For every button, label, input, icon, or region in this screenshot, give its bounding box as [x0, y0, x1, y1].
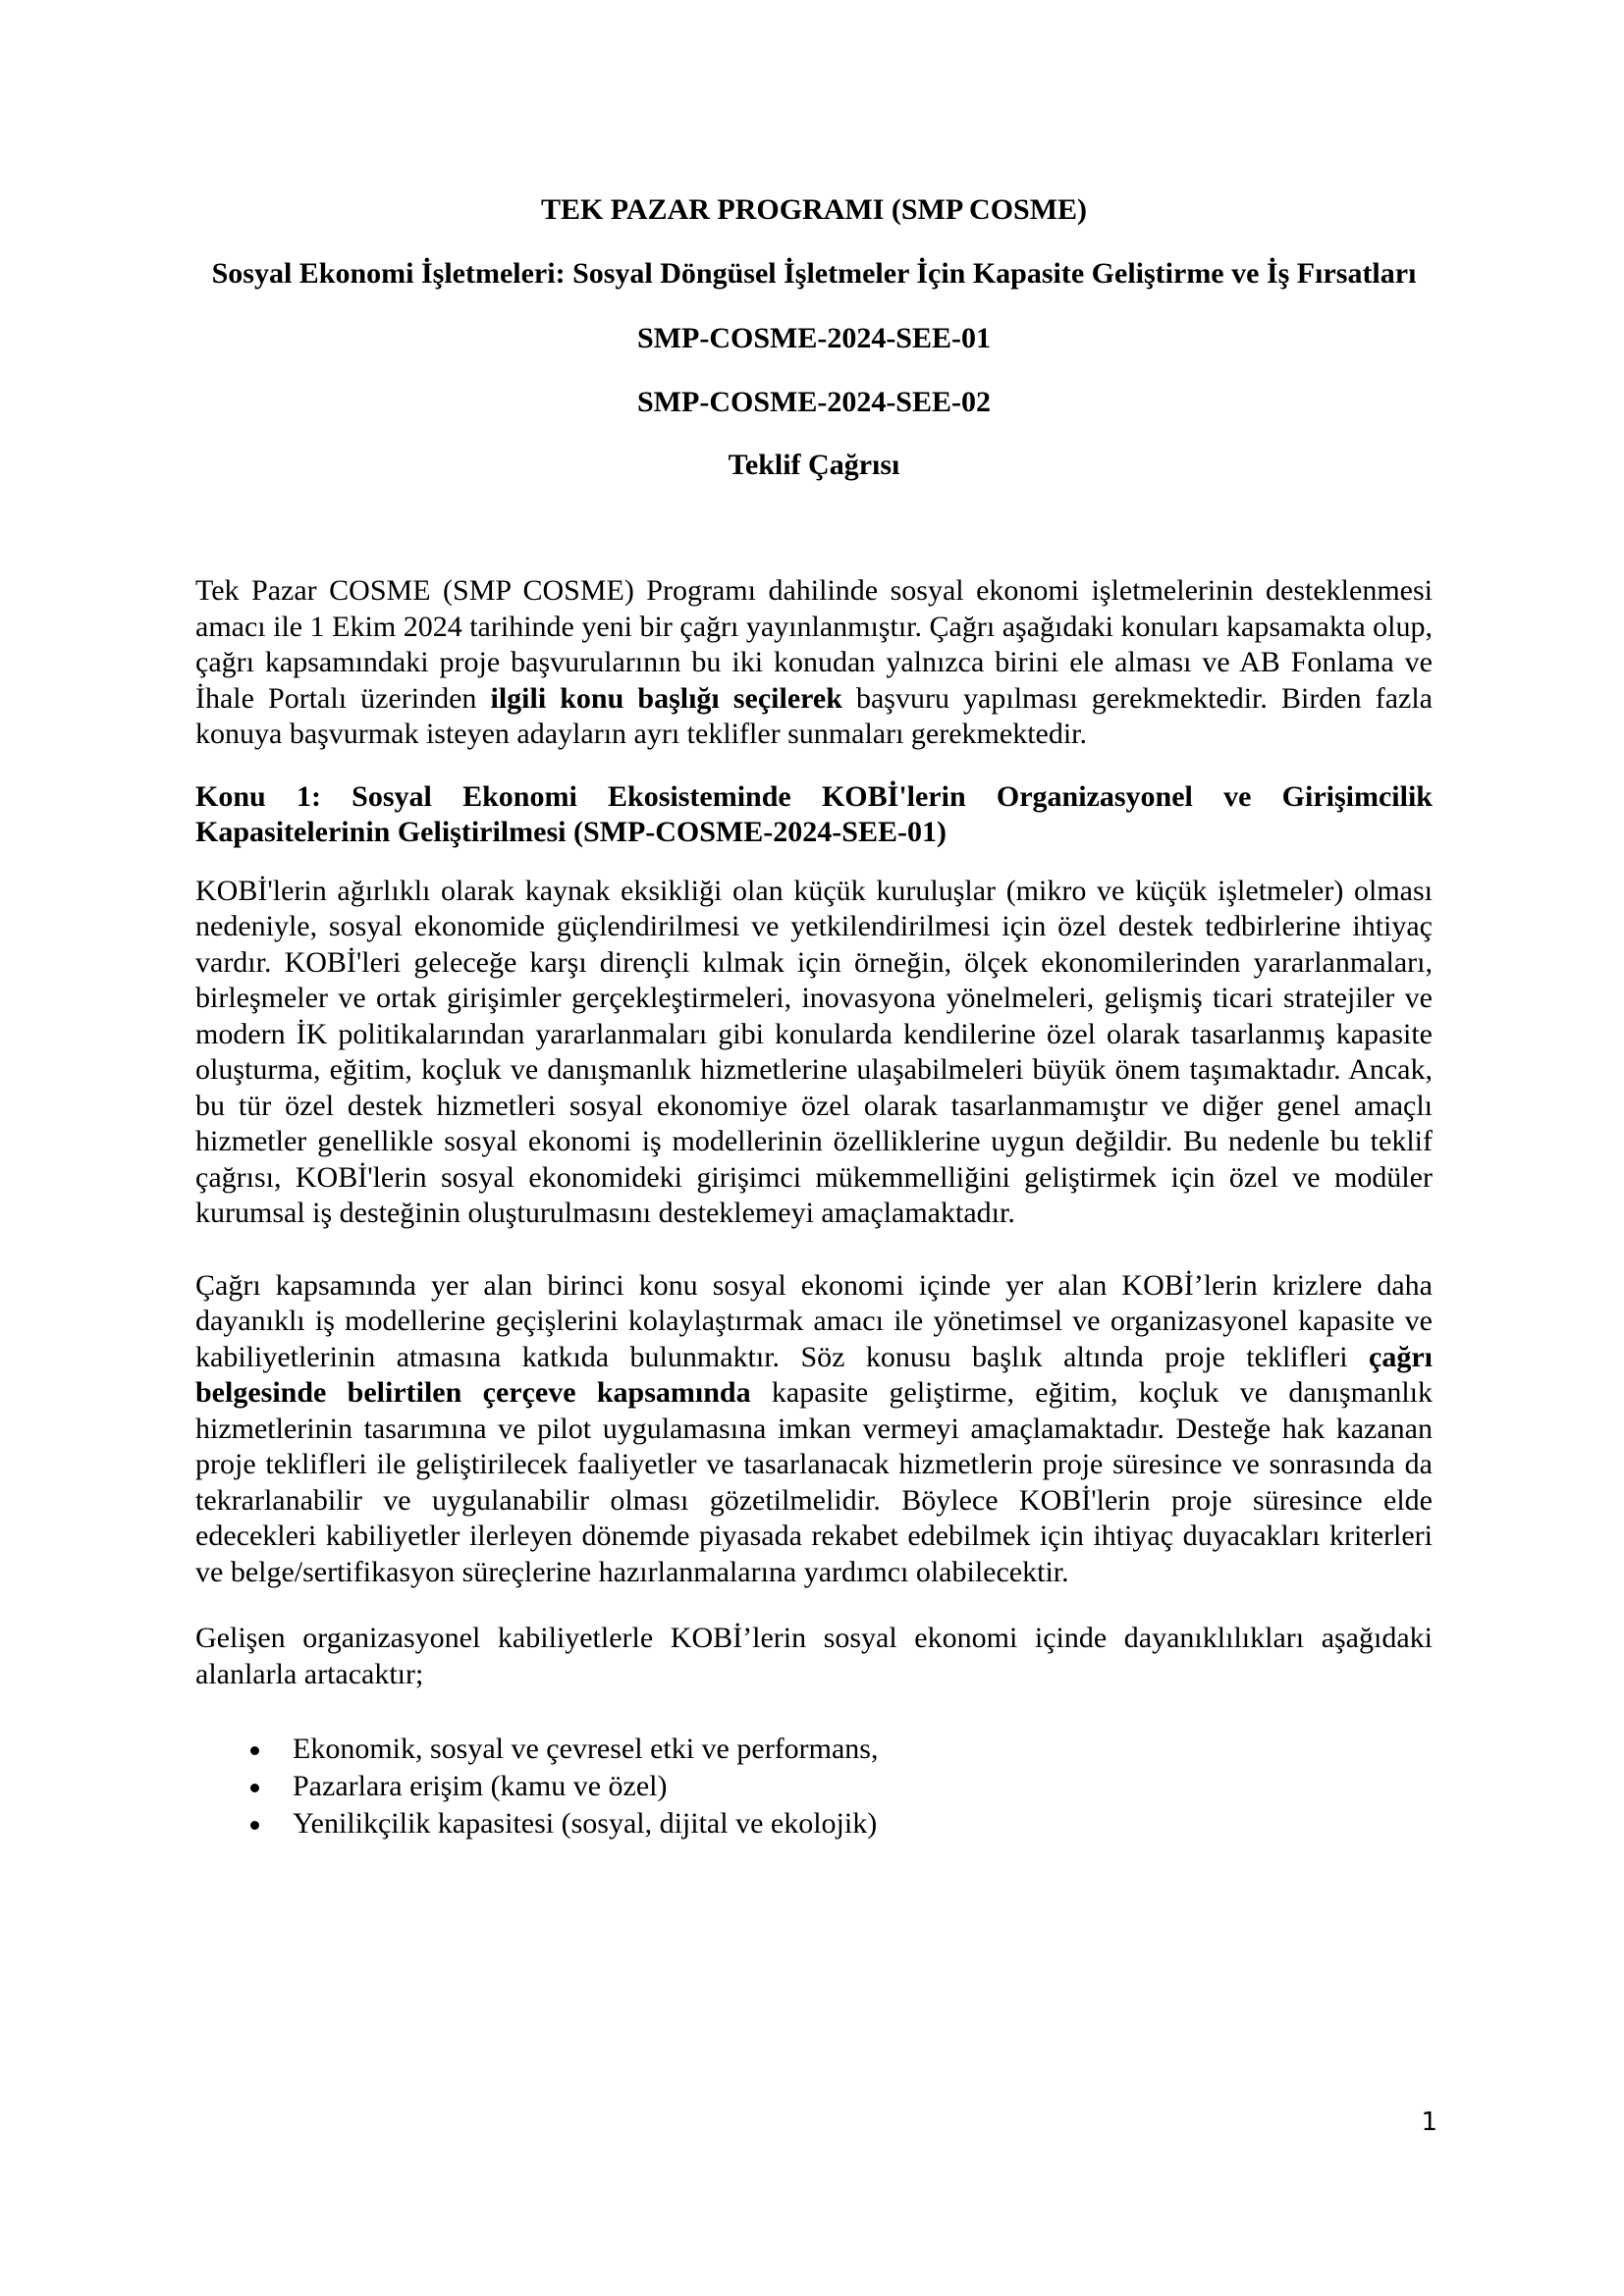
page-number: 1: [1421, 2108, 1437, 2137]
list-item: [195, 1731, 1433, 1768]
call-code-2: SMP-COSME-2024-SEE-02: [637, 386, 991, 418]
intro-text-1: Tek Pazar COSME (SMP COSME) Programı dahilinde sosyal ekonomi işletmelerinin desteklenmesi amacı ile 1 Ekim 2024 tarihinde yeni bir çağrı yayınlanmıştır. Çağrı aşağıdaki konuları kapsamakta olup, çağrı kapsamındaki proje başvurularının bu iki konudan yalnızca birini ele alması ve AB Fonlama ve İhale Portalı üzerinden: [195, 574, 1433, 715]
list-item: [195, 1768, 1433, 1805]
intro-paragraph: [195, 573, 1433, 753]
topic1-paragraph-1: KOBİ'lerin ağırlıklı olarak kaynak eksikliği olan küçük kuruluşlar (mikro ve küçük işletmeler) olması nedeniyle, sosyal ekonomide güçlendirilmesi ve yetkilendirilmesi için özel destek tedbirlerine ihtiyaç vardır. KOBİ'leri geleceğe karşı dirençli kılmak için örneğin, ölçek ekonomilerinden yararlanmaları, birleşmeler ve ortak girişimler gerçekleştirmeleri, inovasyona yönelmeleri, gelişmiş ticari stratejiler ve modern İK politikalarından yararlanmaları gibi konularda kendilerine özel olarak tasarlanmış kapasite oluşturma, eğitim, koçluk ve danışmanlık hizmetlerine ulaşabilmeleri büyük önem taşımaktadır. Ancak, bu tür özel destek hizmetleri sosyal ekonomiye özel olarak tasarlanmamıştır ve diğer genel amaçlı hizmetler genellikle sosyal ekonomi iş modellerinin özelliklerine uygun değildir. Bu nedenle bu teklif çağrısı, KOBİ'lerin sosyal ekonomideki girişimci mükemmelliğini geliştirmek için özel ve modüler kurumsal iş desteğinin oluşturulmasını desteklemeyi amaçlamaktadır.: [195, 874, 1433, 1229]
call-label: Teklif Çağrısı: [728, 449, 900, 481]
intro-bold-text: ilgili konu başlığı seçilerek: [490, 681, 842, 715]
list-item-text: Pazarlara erişim (kamu ve özel): [293, 1770, 668, 1802]
list-item-text: Ekonomik, sosyal ve çevresel etki ve performans,: [293, 1733, 879, 1765]
document-subtitle: Sosyal Ekonomi İşletmeleri: Sosyal Döngüsel İşletmeler İçin Kapasite Geliştirme ve İş Fırsatları: [211, 257, 1417, 290]
topic1-heading: Konu 1: Sosyal Ekonomi Ekosisteminde KOBİ'lerin Organizasyonel ve Girişimcilik Kapasitelerinin Geliştirilmesi (SMP-COSME-2024-SEE-01): [195, 779, 1433, 848]
document-title: TEK PAZAR PROGRAMI (SMP COSME): [540, 193, 1088, 226]
topic1-paragraph-2-text-1: Çağrı kapsamında yer alan birinci konu sosyal ekonomi içinde yer alan KOBİ’lerin krizlere daha dayanıklı iş modellerine geçişlerini kolaylaştırmak amacı ile yönetimsel ve organizasyonel kapasite ve kabiliyetlerinin atmasına katkıda bulunmaktır. Söz konusu başlık altında proje teklifleri: [195, 1268, 1433, 1373]
topic1-paragraph-3: Gelişen organizasyonel kabiliyetlerle KOBİ’lerin sosyal ekonomi içinde dayanıklılıkları aşağıdaki alanlarla artacaktır;: [195, 1622, 1433, 1690]
intro-text-2: başvuru yapılması gerekmektedir. Birden fazla konuya başvurmak isteyen adayların ayrı teklifler sunmaları gerekmektedir.: [195, 681, 1433, 750]
bullet-list: [195, 1731, 1433, 1842]
call-code-1: SMP-COSME-2024-SEE-01: [637, 322, 991, 354]
topic1-paragraph-2-bold: çağrı belgesinde belirtilen çerçeve kapsamında: [195, 1340, 1433, 1409]
bullet-icon: [250, 1746, 259, 1755]
list-item: [195, 1805, 1433, 1842]
bullet-icon: [250, 1784, 259, 1792]
document-page: [195, 192, 1433, 1842]
topic1-paragraph-2-text-2: kapasite geliştirme, eğitim, koçluk ve danışmanlık hizmetlerinin tasarımına ve pilot uygulamasına imkan vermeyi amaçlamaktadır. Desteğe hak kazanan proje teklifleri ile geliştirilecek faaliyetler ve tasarlanacak hizmetlerin proje süresince ve sonrasında da tekrarlanabilir ve uygulanabilir olması gözetilmelidir. Böylece KOBİ'lerin proje süresince elde edecekleri kabiliyetler ilerleyen dönemde piyasada rekabet edebilmek için ihtiyaç duyacakları kriterleri ve belge/sertifikasyon süreçlerine hazırlanmalarına yardımcı olabilecektir.: [195, 1376, 1434, 1588]
topic1-paragraph-2: [195, 1268, 1433, 1591]
bullet-icon: [250, 1821, 259, 1830]
list-item-text: Yenilikçilik kapasitesi (sosyal, dijital ve ekolojik): [293, 1807, 878, 1840]
